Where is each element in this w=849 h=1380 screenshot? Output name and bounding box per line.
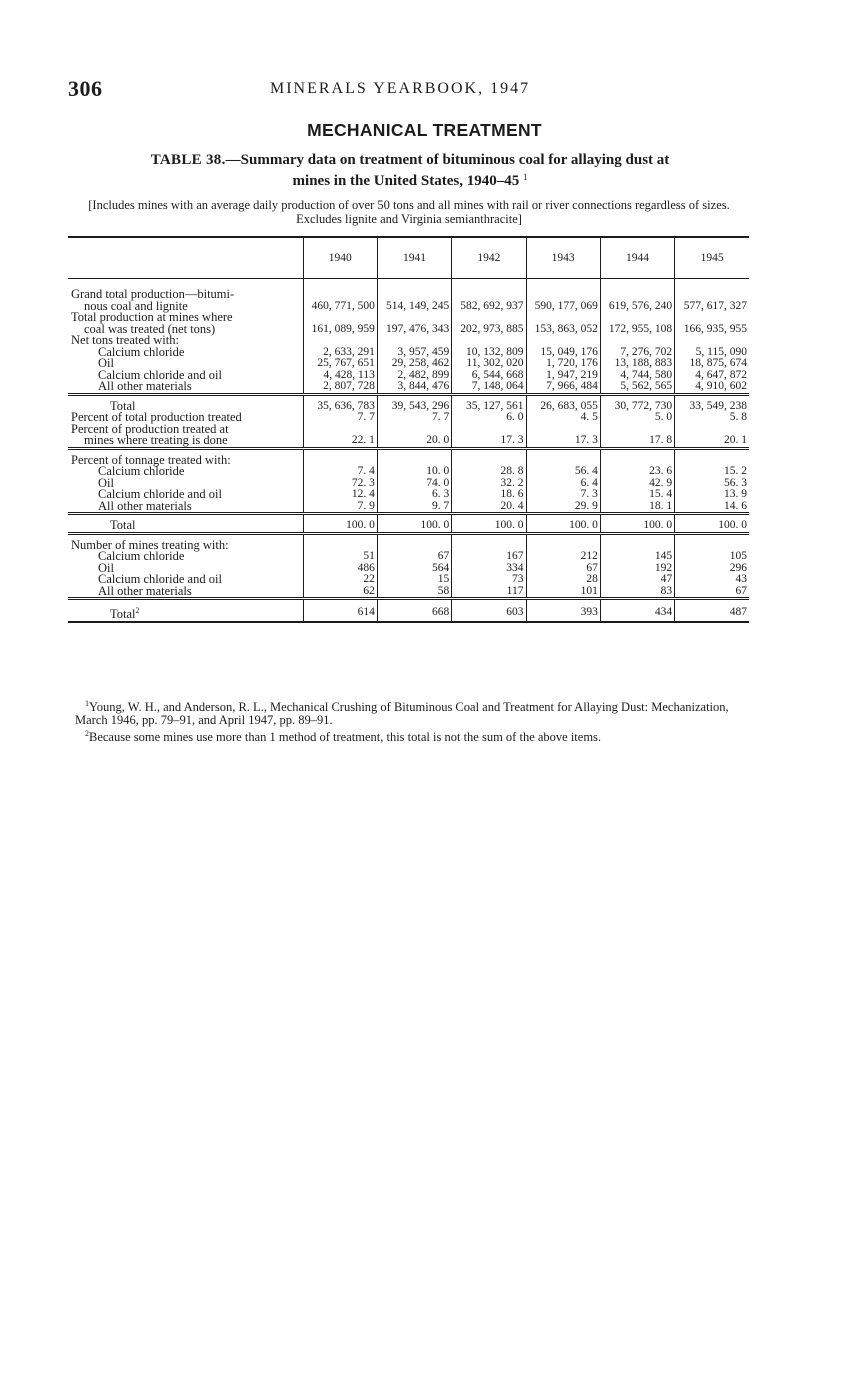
header-row [68,237,749,279]
value-cell: 32. 2 [452,478,526,490]
empty-cell [452,335,526,347]
row-label [68,498,303,514]
footnote-mark: 2 [85,729,89,739]
row-label [68,605,303,622]
empty-cell [600,312,674,324]
value-cell: 18, 875, 674 [675,358,749,370]
table-row [68,551,749,563]
empty-cell [600,289,674,301]
value-cell: 39, 543, 296 [377,401,451,413]
row-label-text: Percent of total production treated [71,410,242,424]
value-cell: 9. 7 [377,501,451,514]
year-header: 1942 [452,237,526,279]
value-cell: 1, 720, 176 [526,358,600,370]
row-label-text: Oil [98,356,114,370]
value-cell: 17. 3 [526,435,600,448]
value-cell: 1, 947, 219 [526,370,600,382]
row-label: coal was treated (net tons) [84,321,216,336]
value-cell: 11, 302, 020 [452,358,526,370]
caption-footnote-mark: 1 [522,172,528,182]
value-cell: 100. 0 [303,520,377,533]
stub-header [68,237,303,279]
value-cell: 166, 935, 955 [675,324,749,336]
year-header: 1945 [675,237,749,279]
footnote-1 [75,697,751,727]
value-cell: 172, 955, 108 [600,324,674,336]
row-label: Total production at mines where [71,310,233,324]
value-cell: 29. 9 [526,501,600,514]
value-cell: 100. 0 [452,520,526,533]
empty-cell [377,289,451,301]
empty-cell [526,312,600,324]
value-cell: 10, 132, 809 [452,347,526,359]
row-label-text: Oil [98,560,114,575]
footnote-mark: 1 [85,699,89,708]
value-cell: 67 [675,586,749,599]
value-cell: 117 [452,586,526,599]
section-title: MECHANICAL TREATMENT [307,120,542,140]
table-row [68,435,749,448]
empty-cell [303,289,377,301]
row-label-text: Total [110,398,136,413]
year-header: 1943 [526,237,600,279]
table-row [68,501,749,514]
value-cell: 7, 276, 702 [600,347,674,359]
value-cell: 18. 1 [600,501,674,514]
footnote-mark: 2 [135,606,140,615]
value-cell: 5, 115, 090 [675,347,749,359]
value-cell: 6. 3 [377,489,451,501]
value-cell: 12. 4 [303,489,377,501]
footnote-text: Because some mines use more than 1 method of treatment, this total is not the sum of the above items. [89,730,602,745]
value-cell: 393 [526,605,600,622]
table-row [68,466,749,478]
value-cell: 15. 2 [675,466,749,478]
value-cell: 7, 148, 064 [452,381,526,394]
row-label [68,583,303,599]
table-title [70,152,750,190]
value-cell: 20. 1 [675,435,749,448]
value-cell: 72. 3 [303,478,377,490]
row-label-text: All other materials [98,583,192,598]
value-cell: 15, 049, 176 [526,347,600,359]
running-title: MINERALS YEARBOOK, 1947 [270,80,531,97]
row-label-text: Calcium chloride and oil [98,487,222,501]
empty-cell [600,335,674,347]
value-cell: 43 [675,574,749,586]
value-cell: 7, 966, 484 [526,381,600,394]
row-group-heading: Number of mines treating with: [71,537,229,552]
value-cell: 67 [377,551,451,563]
value-cell: 6. 0 [452,412,526,424]
row-label [68,520,303,533]
value-cell: 582, 692, 937 [452,301,526,313]
value-cell: 334 [452,563,526,575]
value-cell: 56. 3 [675,478,749,490]
row-label-text: Total [110,518,136,532]
data-table [68,236,749,623]
value-cell: 5, 562, 565 [600,381,674,394]
table-row [68,381,749,394]
value-cell: 7. 9 [303,501,377,514]
value-cell: 2, 482, 899 [377,370,451,382]
value-cell: 13. 9 [675,489,749,501]
value-cell: 35, 636, 783 [303,401,377,413]
value-cell: 28. 8 [452,466,526,478]
value-cell: 5. 8 [675,412,749,424]
value-cell: 29, 258, 462 [377,358,451,370]
value-cell: 577, 617, 327 [675,301,749,313]
empty-cell [303,335,377,347]
empty-cell [526,289,600,301]
row-label-text: Calcium chloride and oil [98,367,222,382]
value-cell: 13, 188, 883 [600,358,674,370]
row-group-heading: Net tons treated with: [71,333,179,347]
value-cell: 603 [452,605,526,622]
table-row [68,605,749,622]
value-cell: 212 [526,551,600,563]
value-cell: 4, 910, 602 [675,381,749,394]
value-cell: 22 [303,574,377,586]
value-cell: 2, 633, 291 [303,347,377,359]
value-cell: 30, 772, 730 [600,401,674,413]
row-label-text: Calcium chloride [98,464,185,478]
row-label-text: Calcium chloride and oil [98,572,222,586]
empty-cell [675,289,749,301]
footnote-2 [75,727,751,744]
row-group-heading: Percent of tonnage treated with: [71,452,231,467]
value-cell: 18. 6 [452,489,526,501]
value-cell: 590, 177, 069 [526,301,600,313]
value-cell: 15 [377,574,451,586]
empty-cell [303,312,377,324]
value-cell: 6, 544, 668 [452,370,526,382]
value-cell: 14. 6 [675,501,749,514]
value-cell: 167 [452,551,526,563]
value-cell: 33, 549, 238 [675,401,749,413]
page-number: 306 [68,76,103,101]
value-cell: 514, 149, 245 [377,301,451,313]
value-cell: 74. 0 [377,478,451,490]
value-cell: 105 [675,551,749,563]
value-cell: 25, 767, 651 [303,358,377,370]
value-cell: 3, 844, 476 [377,381,451,394]
value-cell: 460, 771, 500 [303,301,377,313]
value-cell: 26, 683, 055 [526,401,600,413]
value-cell: 4, 428, 113 [303,370,377,382]
value-cell: 4, 744, 580 [600,370,674,382]
value-cell: 42. 9 [600,478,674,490]
value-cell: 161, 089, 959 [303,324,377,336]
value-cell: 15. 4 [600,489,674,501]
empty-cell [452,289,526,301]
row-label-text: Calcium chloride [98,344,185,359]
value-cell: 197, 476, 343 [377,324,451,336]
empty-cell [675,335,749,347]
value-cell: 62 [303,586,377,599]
value-cell: 145 [600,551,674,563]
value-cell: 202, 973, 885 [452,324,526,336]
value-cell: 51 [303,551,377,563]
value-cell: 83 [600,586,674,599]
value-cell: 67 [526,563,600,575]
value-cell: 100. 0 [675,520,749,533]
empty-cell [377,335,451,347]
value-cell: 619, 576, 240 [600,301,674,313]
value-cell: 487 [675,605,749,622]
value-cell: 28 [526,574,600,586]
summary-table [68,236,749,623]
row-label-text: Oil [98,475,114,490]
value-cell: 3, 957, 459 [377,347,451,359]
value-cell: 564 [377,563,451,575]
value-cell: 486 [303,563,377,575]
row-label: Percent of production treated at [71,421,229,436]
value-cell: 35, 127, 561 [452,401,526,413]
value-cell: 153, 863, 052 [526,324,600,336]
empty-cell [377,312,451,324]
table-caption-line1: —Summary data on treatment of bituminous coal for allaying dust at [225,152,670,168]
value-cell: 434 [600,605,674,622]
value-cell: 5. 0 [600,412,674,424]
value-cell: 17. 8 [600,435,674,448]
value-cell: 56. 4 [526,466,600,478]
value-cell: 10. 0 [377,466,451,478]
empty-cell [452,312,526,324]
footnote-text: Young, W. H., and Anderson, R. L., Mechanical Crushing of Bituminous Coal and Treatment for Allaying Dust: Mechanization, March 1946, pp. 79–91, and April 1947, pp. 89–91. [75,700,729,728]
value-cell: 17. 3 [452,435,526,448]
value-cell: 100. 0 [600,520,674,533]
value-cell: 668 [377,605,451,622]
row-label: Grand total production—bitumi- [71,287,235,301]
value-cell: 192 [600,563,674,575]
table-label: TABLE 38. [150,152,226,168]
year-header: 1941 [377,237,451,279]
row-label [68,381,303,394]
year-header: 1940 [303,237,377,279]
table-caption-line2: mines in the United States, 1940–45 [292,173,520,189]
row-label-text: Calcium chloride [98,549,185,563]
value-cell: 4. 5 [526,412,600,424]
value-cell: 47 [600,574,674,586]
row-label-text: Total [110,607,136,622]
value-cell: 100. 0 [377,520,451,533]
value-cell: 7. 4 [303,466,377,478]
value-cell: 7. 7 [377,412,451,424]
row-label: nous coal and lignite [84,298,188,313]
empty-cell [675,312,749,324]
row-label: mines where treating is done [68,435,303,448]
value-cell: 20. 0 [377,435,451,448]
value-cell: 23. 6 [600,466,674,478]
value-cell: 73 [452,574,526,586]
value-cell: 101 [526,586,600,599]
value-cell: 296 [675,563,749,575]
table-row [68,520,749,533]
value-cell: 6. 4 [526,478,600,490]
value-cell: 22. 1 [303,435,377,448]
value-cell: 614 [303,605,377,622]
table-row [68,586,749,599]
value-cell: 4, 647, 872 [675,370,749,382]
year-header: 1944 [600,237,674,279]
value-cell: 100. 0 [526,520,600,533]
empty-cell [526,335,600,347]
value-cell: 58 [377,586,451,599]
row-label-text: All other materials [98,498,192,513]
value-cell: 2, 807, 728 [303,381,377,394]
value-cell: 20. 4 [452,501,526,514]
table-note: [Includes mines with an average daily production of over 50 tons and all mines with rail or river connections regardless of sizes. Excludes lignite and Virginia semianthracite] [88,198,730,226]
value-cell: 7. 3 [526,489,600,501]
value-cell: 7. 7 [303,412,377,424]
row-label-text: All other materials [98,379,192,393]
footnotes [75,697,751,744]
